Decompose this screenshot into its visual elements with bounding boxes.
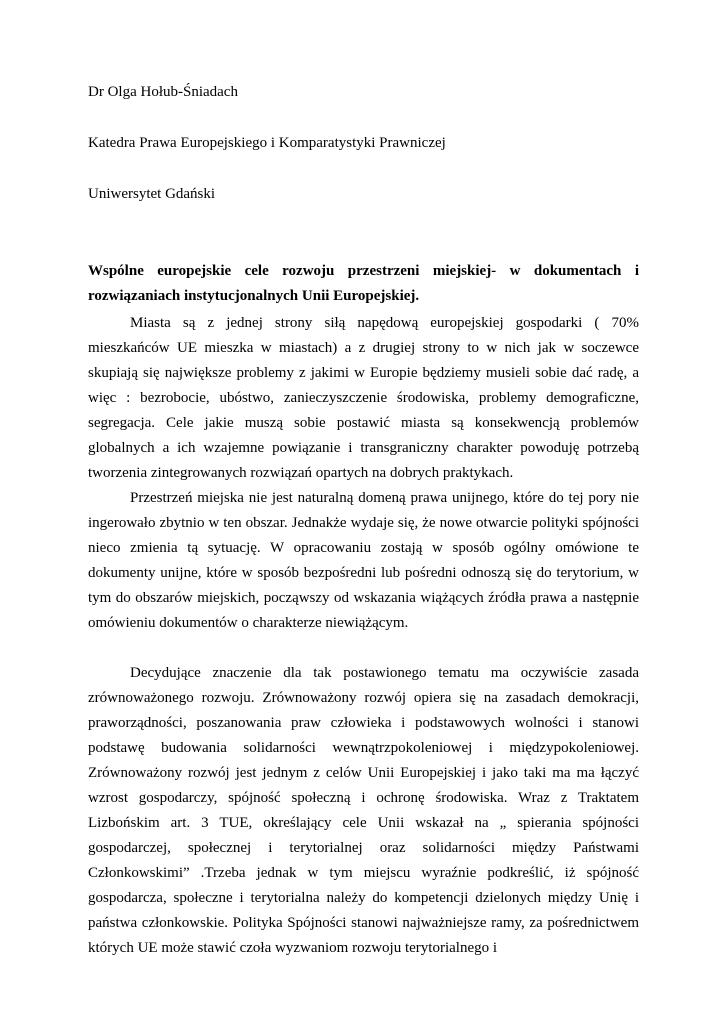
author-name: Dr Olga Hołub-Śniadach <box>88 84 238 100</box>
paragraph-1: Miasta są z jednej strony siłą napędową europejskiej gospodarki ( 70% mieszkańców UE mieszka w miastach) a z drugiej strony to w nich jak w soczewce skupiają się największe problemy z jakimi w Europie będziemy musieli sobie dać radę, a więc : bezrobocie, ubóstwo, zanieczyszczenie środowiska, problemy demograficzne, segregacja. Cele jakie muszą sobie postawić miasta są konsekwencją problemów globalnych a ich wzajemne powiązanie i transgraniczny charakter powoduję potrzebą tworzenia zintegrowanych rozwiązań opartych na dobrych praktykach. <box>88 315 639 481</box>
document-title: Wspólne europejskie cele rozwoju przestrzeni miejskiej- w dokumentach i rozwiązaniach instytucjonalnych Unii Europejskiej. <box>88 263 639 304</box>
document-page <box>88 82 639 961</box>
paragraph-3: Decydujące znaczenie dla tak postawionego tematu ma oczywiście zasada zrównoważonego rozwoju. Zrównoważony rozwój opiera się na zasadach demokracji, praworządności, poszanowania praw człowieka i podstawowych wolności i stanowi podstawę budowania solidarności wewnątrzpokoleniowej i międzypokoleniowej. Zrównoważony rozwój jest jednym z celów Unii Europejskiej i jako taki ma ma łączyć wzrost gospodarczy, spójność społeczną i ochronę środowiska. Wraz z Traktatem Lizbońskim art. 3 TUE, określający cele Unii wskazał na „ spierania spójności gospodarczej, społecznej i terytorialnej oraz solidarności między Państwami Członkowskimi” .Trzeba jednak w tym miejscu wyraźnie podkreślić, iż spójność gospodarcza, społeczne i terytorialna należy do kompetencji dzielonych między Unię i państwa członkowskie. Polityka Spójności stanowi najważniejsze ramy, za pośrednictwem których UE może stawić czoła wyzwaniom rozwoju terytorialnego i <box>88 665 639 956</box>
paragraph-2: Przestrzeń miejska nie jest naturalną domeną prawa unijnego, które do tej pory nie ingerowało zbytnio w ten obszar. Jednakże wydaje się, że nowe otwarcie polityki spójności nieco zmienia tą sytuację. W opracowaniu zostają w sposób ogólny omówione te dokumenty unijne, które w sposób bezpośredni lub pośredni odnoszą się do terytorium, w tym do obszarów miejskich, począwszy od wskazania wiążących źródła prawa a następnie omówieniu dokumentów o charakterze niewiążącym. <box>88 490 639 631</box>
department-name: Katedra Prawa Europejskiego i Komparatystyki Prawniczej <box>88 135 446 151</box>
university-name: Uniwersytet Gdański <box>88 186 216 202</box>
